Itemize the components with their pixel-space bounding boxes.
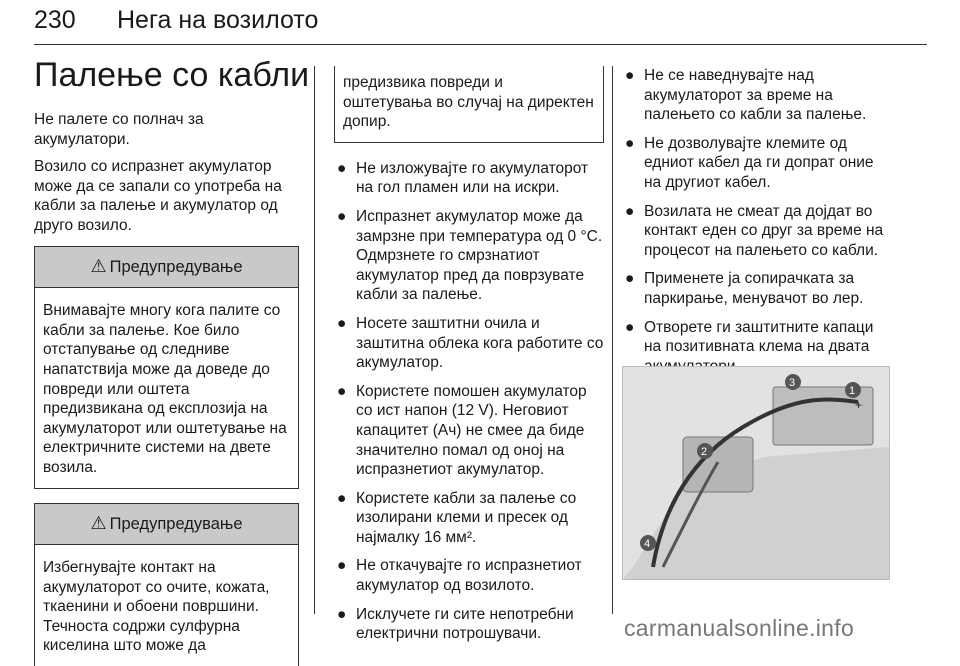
bullet-icon: ● [625,66,634,86]
warning-heading-label: Предупредување [110,515,243,533]
warning-heading [35,504,298,546]
warning-text: Избегнувајте контакт на акумулаторот со очите, кожата, ткаенини и обоени површини. Течноста содржи сулфурна киселина што може да [35,545,298,666]
callout-2 [697,443,713,459]
list-item [334,556,604,595]
warning-box [34,503,299,666]
warning-triangle-icon: ⚠ [90,513,106,533]
list-item [622,202,890,261]
bullet-icon: ● [337,489,346,509]
bullet-icon: ● [337,605,346,625]
svg-text:3: 3 [789,377,795,389]
section-title: Нега на возилото [117,6,318,35]
page-title: Палење со кабли [34,56,309,95]
list-item-text: Отворете ги заштитните капаци на позитивната клема на двата [644,319,873,375]
column-left [34,110,299,666]
callout-1 [845,382,861,398]
instruction-list [334,159,604,644]
list-item-text: Користете помошен акумулатор со ист напон (12 V). Неговиот капацитет (Ач) не смее да биде значително помал од оној на испразнетиот акумулатор. [356,383,587,478]
list-item-text: Применете ја сопирачката за паркирање, менувачот во лер. [644,270,863,307]
list-item [334,314,604,373]
warning-heading-label: Предупредување [110,258,243,276]
bullet-icon: ● [625,318,634,338]
list-item [622,134,890,193]
list-item-text: Носете заштитни очила и заштитна облека кога работите со акумулатор. [356,315,603,371]
list-item-text: Не се наведнувајте над акумулаторот за време на палењето со кабли за палење. [644,67,866,123]
bullet-icon: ● [625,202,634,222]
page-header [34,4,927,45]
column-right [622,66,890,385]
jump-start-diagram [623,367,889,579]
column-divider [314,66,315,614]
bullet-icon: ● [337,159,346,179]
warning-triangle-icon: ⚠ [90,256,106,276]
list-item [334,489,604,548]
list-item-text: Користете кабли за палење со изолирани клеми и пресек од најмалку 16 мм². [356,490,576,546]
list-item [334,207,604,305]
list-item [622,269,890,308]
page-number: 230 [34,6,76,35]
instruction-list [622,66,890,376]
svg-text:+: + [855,398,862,412]
callout-3 [785,374,801,390]
watermark: carmanualsonline.info [624,615,854,642]
bullet-icon: ● [625,134,634,154]
warning-continuation: предизвика повреди и оштетувања во случај на директен допир. [334,66,604,143]
list-item [334,382,604,480]
column-divider [612,66,613,614]
svg-text:1: 1 [849,385,855,397]
callout-4 [640,535,656,551]
column-middle [334,66,604,653]
list-item-text: Не откачувајте го испразнетиот акумулатор од возилото. [356,557,582,594]
bullet-icon: ● [337,314,346,334]
list-item-text: Испразнет акумулатор може да замрзне при температура од 0 °C. Одмрзнете го смрзнатиот акумулатор пред да поврзувате кабли за палење. [356,208,602,303]
list-item-text: Возилата не смеат да дојдат во контакт еден со друг за време на процесот на палењето со кабли. [644,203,883,259]
list-item [334,159,604,198]
warning-text: Внимавајте многу кога палите со кабли за палење. Кое било отстапување од следниве напатствија може да доведе до повреди или оштета предизвикана од експлозија на акумулаторот или оштетување на електричните системи на двете возила. [35,288,298,487]
list-item [334,605,604,644]
warning-box [34,246,299,489]
bullet-icon: ● [337,556,346,576]
svg-text:2: 2 [701,446,707,458]
intro-paragraph: Не палете со полнач за акумулатори. [34,110,299,149]
bullet-icon: ● [625,269,634,289]
list-item-text: Исклучете ги сите непотребни електрични потрошувачи. [356,606,574,643]
svg-text:4: 4 [644,538,650,550]
bullet-icon: ● [337,382,346,402]
engine-bay-illustration [622,366,890,580]
list-item [622,66,890,125]
list-item-text: Не изложувајте го акумулаторот на гол пламен или на искри. [356,160,588,197]
intro-paragraph: Возило со испразнет акумулатор може да се запали со употреба на кабли за палење и акумулатор од друго возило. [34,157,299,235]
bullet-icon: ● [337,207,346,227]
warning-heading [35,247,298,289]
list-item-text: Не дозволувајте клемите од едниот кабел да ги допрат оние на другиот кабел. [644,135,874,191]
